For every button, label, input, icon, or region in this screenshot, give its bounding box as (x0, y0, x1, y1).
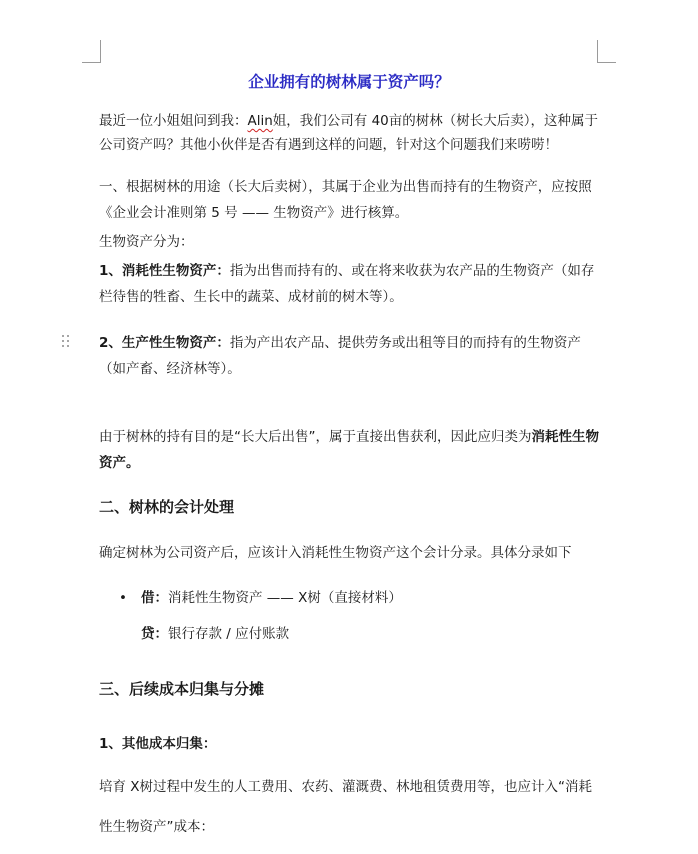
debit-text: 消耗性生物资产 —— X树（直接材料） (168, 590, 402, 606)
categories-intro: 生物资产分为： (99, 234, 194, 250)
section3-paragraph: 培育 X树过程中发生的人工费用、农药、灌溉费、林地租赁费用等，也应计入“消耗性生物资产”成本： (99, 779, 593, 835)
debit-entry (141, 585, 601, 611)
section2-heading: 二、树林的会计处理 (99, 498, 235, 516)
intro-paragraph (99, 109, 602, 157)
item1-text: 指为出售而持有的、或在将来收获为农产品的生物资产（如存栏待售的牲畜、生长中的蔬菜、成材前的树木等）。 (99, 263, 595, 305)
credit-label: 贷： (141, 626, 168, 642)
section2-paragraph: 确定树林为公司资产后，应该计入消耗性生物资产这个会计分录。具体分录如下 (99, 545, 572, 561)
consumable-asset-definition (99, 258, 602, 310)
item1-label: 1、消耗性生物资产： (99, 263, 230, 279)
item2-label: 2、生产性生物资产： (99, 335, 230, 351)
document-title: 企业拥有的树林属于资产吗？ (248, 72, 450, 91)
conclusion-text: 由于树林的持有目的是“长大后出售”，属于直接出售获利，因此应归类为 (99, 429, 532, 445)
credit-text: 银行存款 / 应付账款 (168, 626, 290, 642)
margin-corner-mark-right (597, 40, 616, 63)
margin-corner-mark-left (82, 40, 101, 63)
classification-conclusion (99, 424, 602, 476)
section3-subheading: 1、其他成本归集： (99, 736, 217, 752)
section1-paragraph: 一、根据树林的用途（长大后卖树），其属于企业为出售而持有的生物资产，应按照《企业会计准则第 5 号 —— 生物资产》进行核算。 (99, 179, 592, 221)
bullet-icon: • (119, 590, 127, 606)
drag-handle-icon[interactable] (61, 334, 71, 350)
spellcheck-word[interactable]: Alin (247, 113, 273, 129)
section3-heading: 三、后续成本归集与分摊 (99, 680, 265, 698)
conclusion-bold: 消耗性生物资产。 (99, 429, 599, 471)
intro-text-end: 姐，我们公司有 40亩的树林（树长大后卖），这种属于公司资产吗？其他小伙伴是否有遇到这样的问题，针对这个问题我们来唠唠！ (99, 113, 599, 153)
productive-asset-definition (99, 330, 602, 382)
debit-label: 借： (141, 590, 168, 606)
intro-text-start: 最近一位小姐姐问到我： (99, 113, 248, 129)
item2-text: 指为产出农产品、提供劳务或出租等目的而持有的生物资产（如产畜、经济林等）。 (99, 335, 581, 377)
credit-entry (141, 621, 601, 647)
